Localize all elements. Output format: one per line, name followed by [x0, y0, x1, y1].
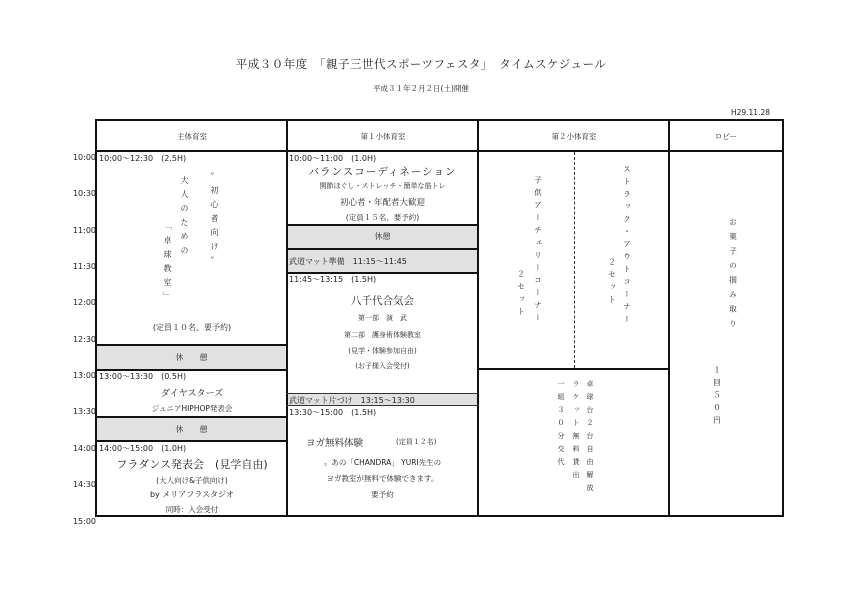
hall1-mat-prep: 武道マット準備 11:15～11:45 — [289, 257, 407, 266]
time-label: 14:30 — [72, 480, 96, 489]
hall1-session1-time: 10:00～11:00 (1.0H) — [289, 154, 377, 163]
time-label: 14:00 — [72, 444, 96, 453]
column-divider — [477, 119, 479, 517]
time-label: 11:30 — [72, 262, 96, 271]
time-label: 12:30 — [72, 335, 96, 344]
time-label: 11:00 — [72, 226, 96, 235]
hall2-tabletennis-col1: 卓球台２台自由解放 — [586, 380, 594, 497]
hall1-session2-line1: 第一部 演 武 — [358, 314, 407, 322]
column-header-lobby: ロビー — [714, 131, 738, 141]
hall1-session2-line2: 第二部 護身術体験教室 — [344, 331, 421, 339]
hall1-session3-line3: 要予約 — [371, 490, 394, 499]
header-divider — [95, 150, 784, 152]
column-divider — [668, 119, 670, 517]
main-break2: 休 憩 — [175, 425, 208, 434]
hall1-session3-line2: ヨガ教室が無料で体験できます。 — [326, 474, 439, 483]
main-session3-line3: 同時：入会受付 — [165, 505, 219, 514]
main-session2-time: 13:00～13:30 (0.5H) — [99, 372, 187, 381]
main-session3-title: フラダンス発表会 (見学自由) — [116, 458, 268, 471]
time-label: 10:00 — [72, 153, 96, 162]
main-session3-time: 14:00～15:00 (1.0H) — [99, 444, 187, 453]
hall2-struckout-title: ストラック・アウトコーナー — [622, 165, 632, 328]
hall1-break1: 休憩 — [374, 232, 391, 241]
main-session3-line2: by メリアフラスタジオ — [149, 490, 235, 499]
hall1-session2-line4: (お子様入会受付) — [355, 362, 410, 370]
column-header-small-hall-2: 第２小体育室 — [551, 131, 597, 141]
main-session1-time: 10:00～12:30 (2.5H) — [99, 154, 187, 163]
hall2-tabletennis-col3: 一組３０分交代 — [557, 380, 565, 471]
document-date: H29.11.28 — [730, 108, 770, 117]
row-divider — [95, 440, 288, 442]
main-session2-title: ダイヤスターズ — [160, 389, 224, 399]
event-date: 平成３１年２月２日(土)開催 — [373, 84, 469, 93]
hall1-session2-title: 八千代合気会 — [351, 295, 414, 307]
hall1-session3-time: 13:30～15:00 (1.5H) — [289, 408, 377, 417]
column-header-small-hall-1: 第１小体育室 — [360, 131, 406, 141]
time-label: 13:30 — [72, 407, 96, 416]
column-header-main-hall: 主体育室 — [177, 131, 207, 141]
main-session3-line1: (大人向け&子供向け) — [156, 476, 228, 485]
main-break1: 休 憩 — [175, 353, 208, 362]
hall1-session1-line1: 関節ほぐし・ストレッチ・簡単な筋トレ — [319, 182, 446, 190]
hall1-session3-line1: 〟あの「CHANDRA」 YURI先生の — [323, 458, 442, 467]
page-title: 平成３０年度 「親子三世代スポーツフェスタ」 タイムスケジュール — [235, 57, 607, 71]
hall2-archery-sets: ２セット — [516, 270, 526, 320]
lobby-title: お菓子の掴み取り — [728, 218, 738, 334]
time-label: 15:00 — [72, 517, 96, 526]
hall1-session1-note: (定員１５名、要予約) — [345, 213, 420, 222]
hall1-session1-title: バランスコーディネーション — [308, 166, 457, 178]
main-session1-note: (定員１０名、要予約) — [152, 323, 232, 332]
hall1-session3-title: ヨガ無料体験 — [306, 438, 364, 449]
hall2-archery-title: 子供アーチェリーコーナー — [533, 176, 543, 326]
hall1-session2-line3: (見学・体験参加自由) — [348, 347, 417, 355]
main-session1-title-left: 大人のための — [180, 176, 189, 260]
main-session1-title-right: 〟初心者向け〟 — [210, 172, 219, 270]
hall1-mat-cleanup: 武道マット片づけ 13:15～13:30 — [289, 396, 415, 405]
hall2-struckout-sets: ２セット — [607, 258, 617, 308]
section-divider — [574, 152, 575, 368]
hall1-session2-time: 11:45～13:15 (1.5H) — [289, 275, 377, 284]
time-label: 13:00 — [72, 371, 96, 380]
main-session1-title-bracket: 「卓球教室」 — [163, 222, 172, 306]
hall1-session3-capacity: (定員１２名) — [396, 438, 437, 446]
row-divider — [477, 368, 670, 370]
row-divider — [286, 405, 479, 406]
lobby-price: １回５０円 — [712, 366, 722, 429]
main-session2-subtitle: ジュニアHIPHOP発表会 — [151, 404, 233, 413]
hall2-tabletennis-col2: ラケット無料貸出 — [572, 380, 580, 484]
time-label: 10:30 — [72, 189, 96, 198]
time-label: 12:00 — [72, 298, 96, 307]
hall1-session1-line2: 初心者・年配者大歓迎 — [339, 198, 425, 208]
